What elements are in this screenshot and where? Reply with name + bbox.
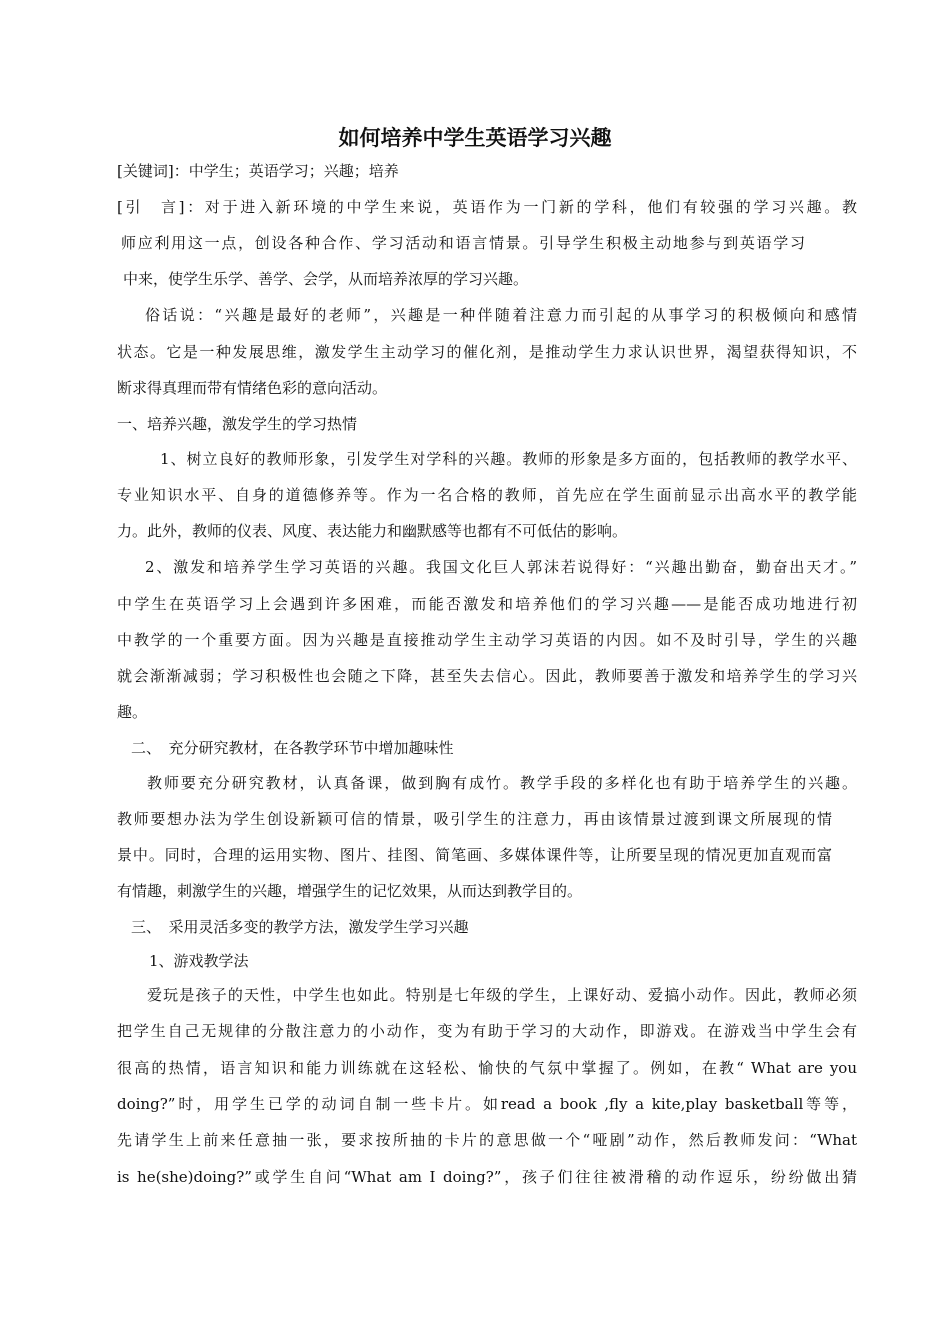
keywords-line: [关键词]：中学生；英语学习；兴趣；培养 [117, 162, 399, 180]
para-1-2-line-2: 中学生在英语学习上会遇到许多困难，而能否激发和培养他们的学习兴趣——是能否成功地进行初 [117, 595, 857, 613]
para-3-1-line-3: 很高的热情，语言知识和能力训练就在这轻松、愉快的气氛中掌握了。例如，在教“ What are you [117, 1059, 857, 1077]
para-3-1-line-5: 先请学生上前来任意抽一张，要求按所抽的卡片的意思做一个“哑剧”动作，然后教师发问：“What [117, 1131, 857, 1149]
para-1-2-line-5: 趣。 [117, 703, 148, 721]
para-3-1-line-2: 把学生自己无规律的分散注意力的小动作，变为有助于学习的大动作，即游戏。在游戏当中学生会有 [117, 1022, 857, 1040]
para-2-line-4: 有情趣，刺激学生的兴趣，增强学生的记忆效果，从而达到教学目的。 [117, 882, 583, 900]
para-3-1-line-4: doing?”时，用学生已学的动词自制一些卡片。如read a book ,fly a kite,play basketball等等， [117, 1095, 857, 1113]
para-1-2-line-4: 就会渐渐减弱；学习积极性也会随之下降，甚至失去信心。因此，教师要善于激发和培养学生的学习兴 [117, 667, 857, 685]
section-heading-1: 一、培养兴趣，激发学生的学习热情 [117, 415, 358, 433]
intro-line-2: 师应利用这一点，创设各种合作、学习活动和语言情景。引导学生积极主动地参与到英语学习 [121, 234, 805, 252]
para-1-1-line-1: 1、树立良好的教师形象，引发学生对学科的兴趣。教师的形象是多方面的，包括教师的教学水平、 [160, 450, 857, 468]
section-heading-2: 二、 充分研究教材，在各教学环节中增加趣味性 [131, 739, 454, 757]
para-3-1-line-6: is he(she)doing?”或学生自问“What am I doing?”，孩子们往往被滑稽的动作逗乐，纷纷做出猜 [117, 1168, 857, 1186]
para-proverb-line-1: 俗话说：“兴趣是最好的老师”，兴趣是一种伴随着注意力而引起的从事学习的积极倾向和感情 [145, 306, 857, 324]
para-proverb-line-3: 断求得真理而带有情绪色彩的意向活动。 [117, 379, 388, 397]
para-3-1-line-1: 爱玩是孩子的天性，中学生也如此。特别是七年级的学生，上课好动、爱搞小动作。因此，教师必须 [147, 986, 857, 1004]
document-title: 如何培养中学生英语学习兴趣 [338, 126, 612, 150]
para-1-1-line-3: 力。此外，教师的仪表、风度、表达能力和幽默感等也都有不可低估的影响。 [117, 522, 628, 540]
para-1-2-line-3: 中教学的一个重要方面。因为兴趣是直接推动学生主动学习英语的内因。如不及时引导，学生的兴趣 [117, 631, 857, 649]
intro-line-1: [引 言]：对于进入新环境的中学生来说，英语作为一门新的学科，他们有较强的学习兴趣。教 [117, 198, 857, 216]
para-1-2-line-1: 2、激发和培养学生学习英语的兴趣。我国文化巨人郭沫若说得好：“兴趣出勤奋，勤奋出天才。” [145, 558, 857, 576]
para-proverb-line-2: 状态。它是一种发展思维，激发学生主动学习的催化剂，是推动学生力求认识世界，渴望获得知识，不 [117, 343, 857, 361]
intro-line-3: 中来，使学生乐学、善学、会学，从而培养浓厚的学习兴趣。 [123, 270, 529, 288]
para-2-line-2: 教师要想办法为学生创设新颖可信的情景，吸引学生的注意力，再由该情景过渡到课文所展现的情 [117, 810, 832, 828]
para-1-1-line-2: 专业知识水平、自身的道德修养等。作为一名合格的教师，首先应在学生面前显示出高水平的教学能 [117, 486, 857, 504]
subsection-heading-3-1: 1、游戏教学法 [149, 952, 249, 970]
para-2-line-1: 教师要充分研究教材，认真备课，做到胸有成竹。教学手段的多样化也有助于培养学生的兴趣。 [147, 774, 857, 792]
section-heading-3: 三、 采用灵活多变的教学方法，激发学生学习兴趣 [131, 918, 469, 936]
para-2-line-3: 景中。同时，合理的运用实物、图片、挂图、简笔画、多媒体课件等，让所要呈现的情况更加直观而富 [117, 846, 832, 864]
